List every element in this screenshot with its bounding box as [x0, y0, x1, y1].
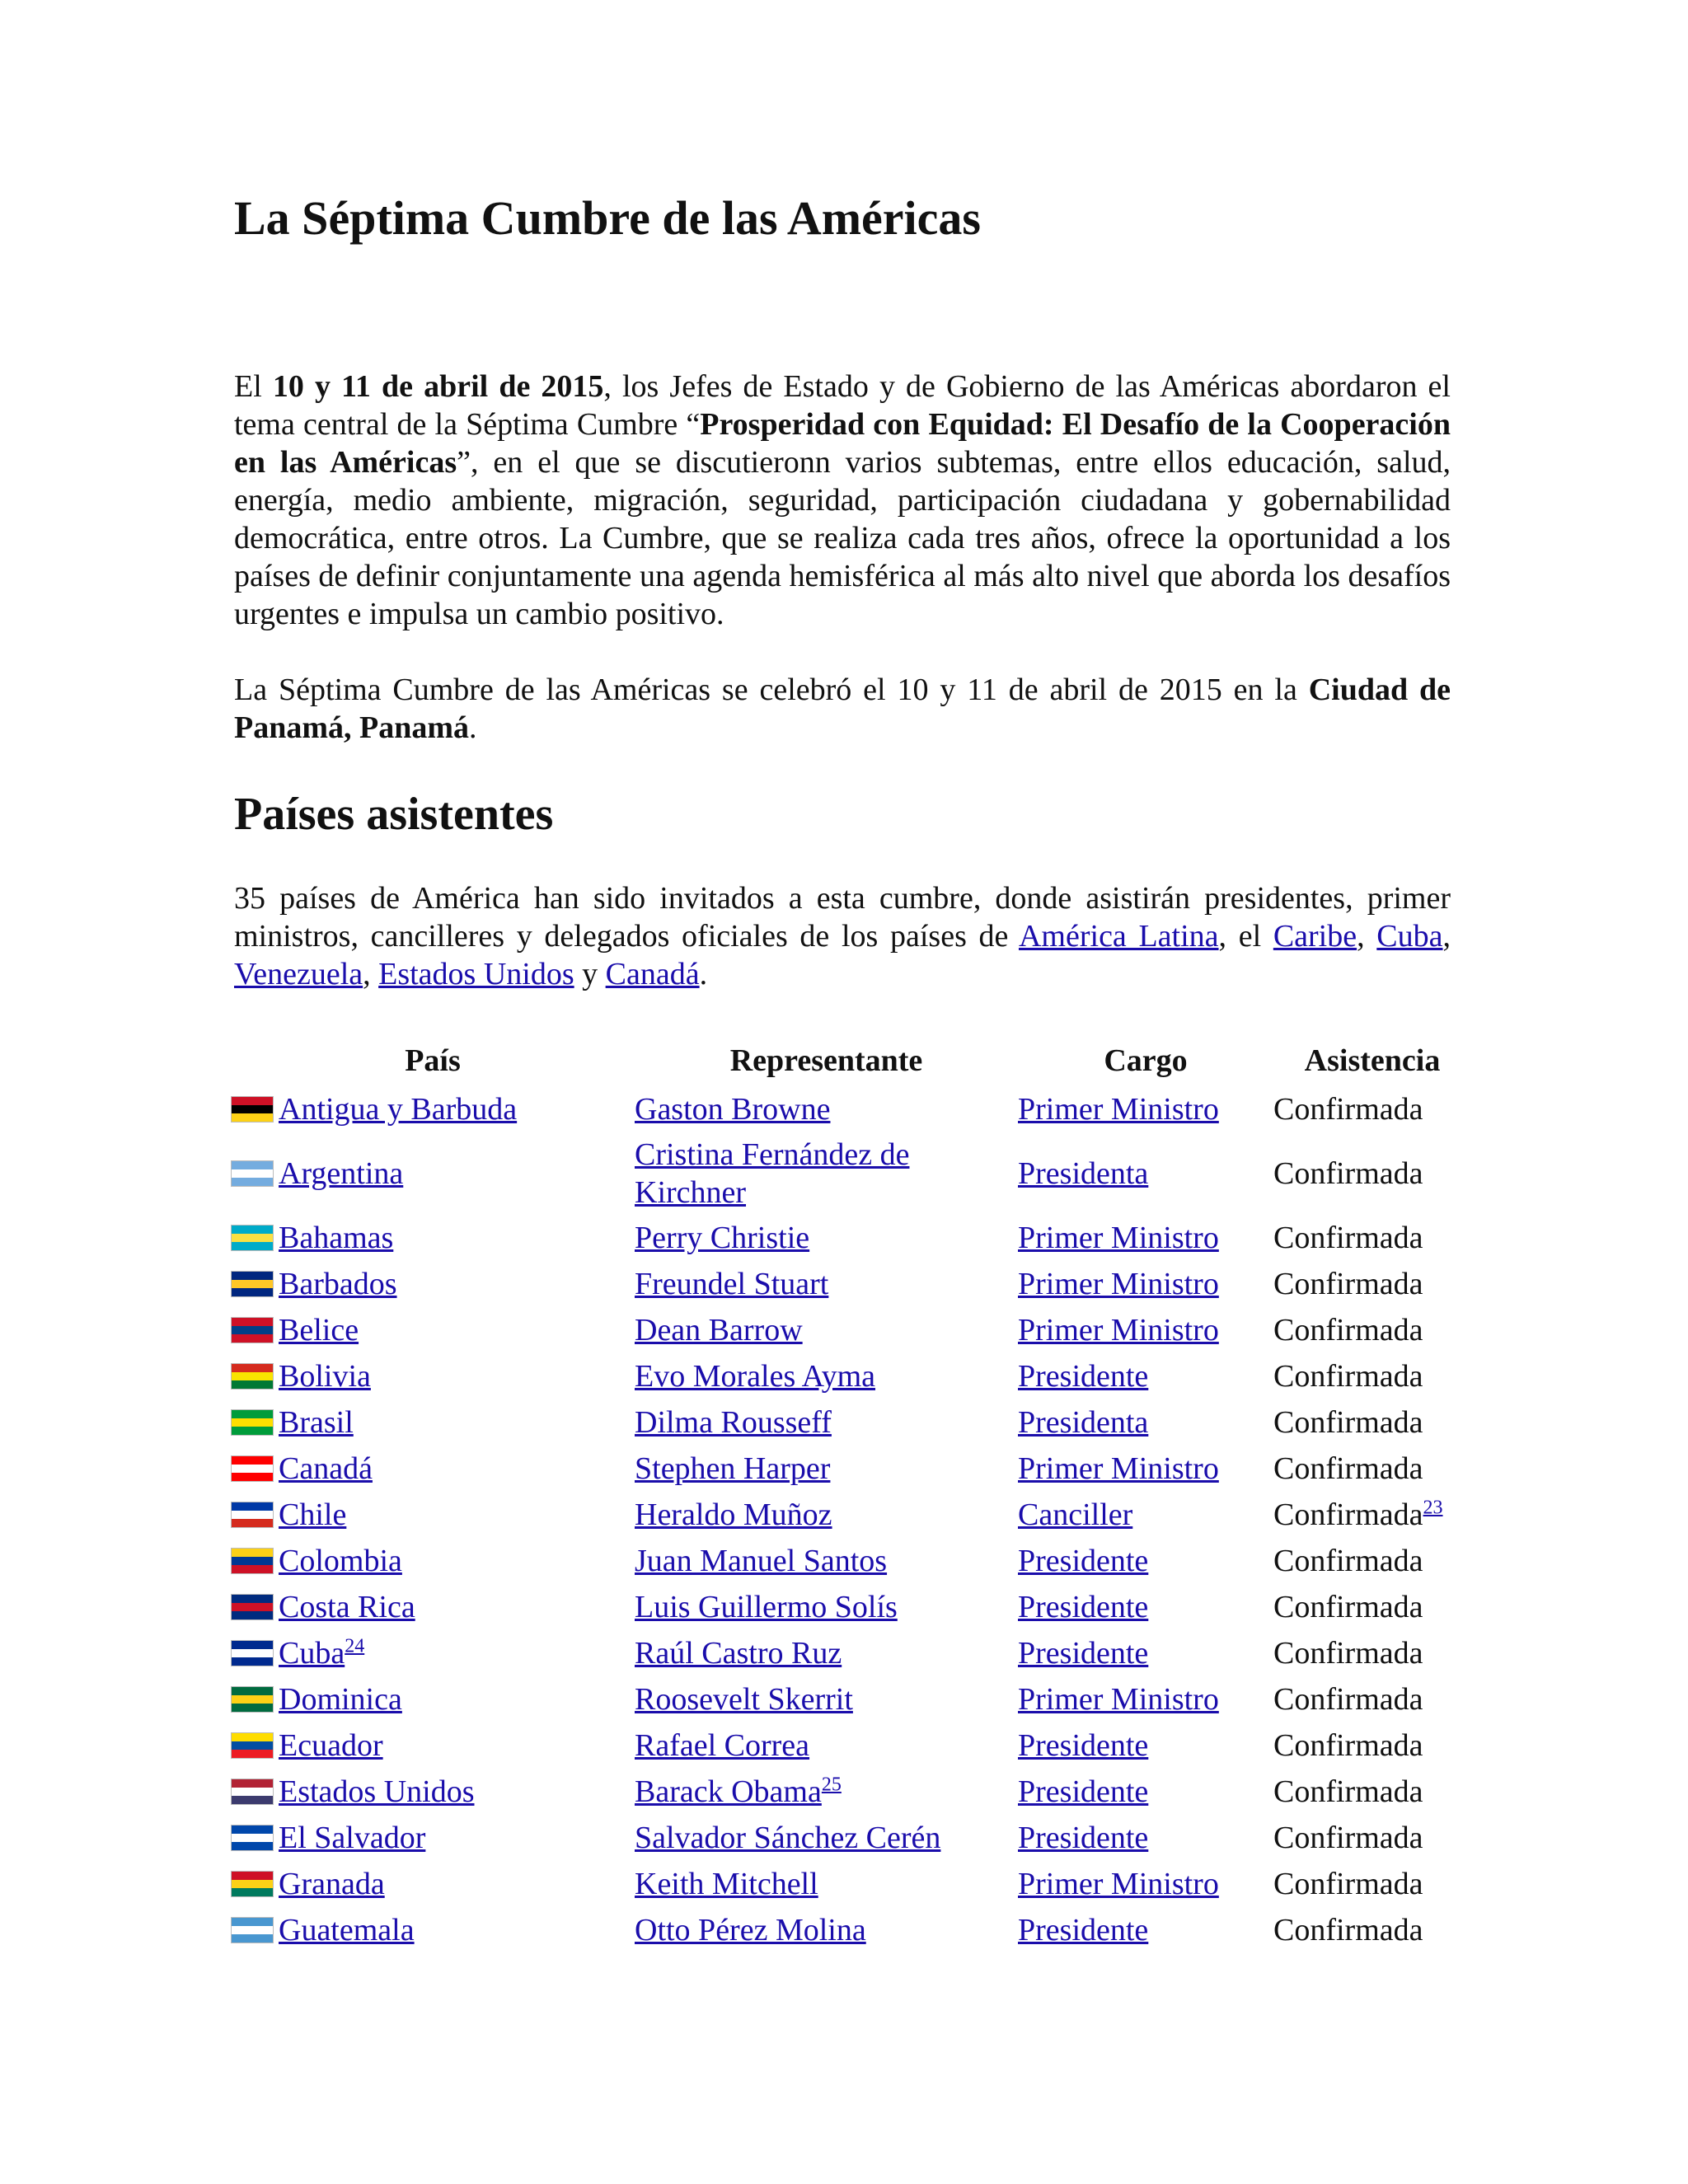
representative-cell [635, 1722, 1018, 1769]
status-text: Confirmada [1273, 1451, 1423, 1486]
role-link[interactable]: Presidente [1018, 1359, 1149, 1394]
attendees-table [231, 1040, 1471, 1953]
flag-icon [231, 1640, 274, 1666]
representative-cell [635, 1215, 1018, 1261]
flag-icon [231, 1409, 274, 1436]
representative-link[interactable]: Keith Mitchell [635, 1867, 818, 1901]
country-link[interactable]: Estados Unidos [279, 1774, 475, 1809]
representative-link[interactable]: Freundel Stuart [635, 1267, 829, 1301]
flag-icon [231, 1779, 274, 1805]
flag-icon [231, 1548, 274, 1574]
country-link[interactable]: Brasil [279, 1405, 354, 1440]
role-link[interactable]: Presidente [1018, 1913, 1149, 1947]
representative-link[interactable]: Heraldo Muñoz [635, 1497, 832, 1532]
representative-cell [635, 1630, 1018, 1676]
status-text: Confirmada [1273, 1913, 1423, 1947]
representative-cell [635, 1446, 1018, 1492]
status-cell [1273, 1861, 1471, 1907]
role-link[interactable]: Presidente [1018, 1774, 1149, 1809]
country-link[interactable]: Belice [279, 1313, 359, 1347]
country-cell [231, 1132, 635, 1215]
header-cargo: Cargo [1104, 1043, 1188, 1078]
role-link[interactable]: Primer Ministro [1018, 1451, 1219, 1486]
role-link[interactable]: Primer Ministro [1018, 1267, 1219, 1301]
role-link[interactable]: Presidenta [1018, 1405, 1149, 1440]
page-title: La Séptima Cumbre de las Américas [234, 191, 981, 245]
status-text: Confirmada [1273, 1590, 1423, 1624]
representative-cell [635, 1584, 1018, 1630]
flag-icon [231, 1455, 274, 1482]
country-link[interactable]: Granada [279, 1867, 385, 1901]
country-cell [231, 1261, 635, 1307]
footnote-link[interactable]: 24 [345, 1635, 365, 1657]
status-text: Confirmada [1273, 1821, 1423, 1855]
table-body [231, 1086, 1471, 1953]
role-cell [1018, 1722, 1273, 1769]
link-america-latina[interactable]: América Latina [1018, 919, 1219, 954]
link-venezuela[interactable]: Venezuela [234, 957, 363, 991]
role-cell [1018, 1307, 1273, 1353]
status-text: Confirmada [1273, 1867, 1423, 1901]
link-cuba[interactable]: Cuba [1376, 919, 1443, 954]
status-text: Confirmada [1273, 1636, 1423, 1671]
representative-link[interactable]: Dean Barrow [635, 1313, 803, 1347]
table-row [231, 1722, 1471, 1769]
table-row [231, 1769, 1471, 1815]
table-row [231, 1630, 1471, 1676]
status-text: Confirmada [1273, 1728, 1423, 1763]
country-cell [231, 1538, 635, 1584]
flag-icon [231, 1732, 274, 1759]
table-row [231, 1261, 1471, 1307]
representative-cell [635, 1261, 1018, 1307]
representative-link[interactable]: Dilma Rousseff [635, 1405, 832, 1440]
representative-link[interactable]: Luis Guillermo Solís [635, 1590, 898, 1624]
country-link[interactable]: Bolivia [279, 1359, 371, 1394]
status-text: Confirmada [1273, 1682, 1423, 1717]
flag-icon [231, 1825, 274, 1851]
representative-cell [635, 1538, 1018, 1584]
table-row [231, 1446, 1471, 1492]
role-cell [1018, 1261, 1273, 1307]
country-cell [231, 1492, 635, 1538]
representative-link[interactable]: Otto Pérez Molina [635, 1913, 866, 1947]
table-row [231, 1132, 1471, 1215]
representative-cell [635, 1815, 1018, 1861]
role-cell [1018, 1399, 1273, 1446]
status-cell [1273, 1538, 1471, 1584]
country-cell [231, 1307, 635, 1353]
table-row [231, 1584, 1471, 1630]
role-cell [1018, 1086, 1273, 1132]
link-estados-unidos[interactable]: Estados Unidos [378, 957, 574, 991]
status-cell [1273, 1446, 1471, 1492]
role-cell [1018, 1907, 1273, 1953]
intro-paragraph [234, 368, 1451, 633]
role-link[interactable]: Primer Ministro [1018, 1092, 1219, 1127]
status-cell [1273, 1307, 1471, 1353]
status-text: Confirmada [1273, 1092, 1423, 1127]
country-cell [231, 1907, 635, 1953]
flag-icon [231, 1502, 274, 1528]
role-link[interactable]: Primer Ministro [1018, 1221, 1219, 1255]
status-text: Confirmada [1273, 1774, 1423, 1809]
attendees-text: , el [1218, 919, 1273, 954]
country-link[interactable]: Dominica [279, 1682, 402, 1717]
table-row [231, 1907, 1471, 1953]
flag-icon [231, 1271, 274, 1297]
representative-link[interactable]: Salvador Sánchez Cerén [635, 1821, 941, 1855]
table-row [231, 1538, 1471, 1584]
flag-icon [231, 1317, 274, 1343]
representative-cell [635, 1353, 1018, 1399]
attendees-text: , [1442, 919, 1451, 954]
flag-icon [231, 1917, 274, 1943]
flag-icon [231, 1686, 274, 1713]
country-cell [231, 1676, 635, 1722]
status-cell [1273, 1492, 1471, 1538]
role-link[interactable]: Presidente [1018, 1728, 1149, 1763]
footnote-link[interactable]: 23 [1423, 1497, 1443, 1519]
representative-link[interactable]: Perry Christie [635, 1221, 810, 1255]
country-link[interactable]: Ecuador [279, 1728, 383, 1763]
role-cell [1018, 1861, 1273, 1907]
country-cell [231, 1769, 635, 1815]
representative-cell [635, 1492, 1018, 1538]
country-cell [231, 1399, 635, 1446]
table-row [231, 1399, 1471, 1446]
role-cell [1018, 1353, 1273, 1399]
representative-link[interactable]: Juan Manuel Santos [635, 1544, 888, 1578]
status-cell [1273, 1630, 1471, 1676]
link-caribe[interactable]: Caribe [1273, 919, 1357, 954]
link-canada[interactable]: Canadá [605, 957, 700, 991]
representative-cell [635, 1307, 1018, 1353]
table-row [231, 1215, 1471, 1261]
representative-cell [635, 1769, 1018, 1815]
flag-icon [231, 1225, 274, 1251]
representative-link[interactable]: Evo Morales Ayma [635, 1359, 876, 1394]
status-cell [1273, 1769, 1471, 1815]
role-cell [1018, 1538, 1273, 1584]
intro-theme: Prosperidad con Equidad: El Desafío de la Cooperación en las Américas [234, 407, 1451, 480]
table-row [231, 1815, 1471, 1861]
role-link[interactable]: Presidente [1018, 1590, 1149, 1624]
intro-date: 10 y 11 de abril de 2015 [272, 369, 604, 404]
status-text: Confirmada [1273, 1221, 1423, 1255]
flag-icon [231, 1096, 274, 1122]
attendees-text: 35 países de América han sido invitados a esta cumbre, donde asistirán presidentes, primer ministros, cancilleres y delegados oficiales de los países de [234, 881, 1451, 954]
role-link[interactable]: Presidenta [1018, 1156, 1149, 1191]
intro-text: , los Jefes de Estado y de Gobierno de las Américas abordaron el tema central de la Séptima Cumbre “ [234, 369, 1451, 442]
country-cell [231, 1353, 635, 1399]
role-cell [1018, 1446, 1273, 1492]
status-cell [1273, 1815, 1471, 1861]
representative-cell [635, 1907, 1018, 1953]
status-cell [1273, 1086, 1471, 1132]
venue-place: Ciudad de Panamá, Panamá [234, 673, 1451, 745]
role-link[interactable]: Primer Ministro [1018, 1867, 1219, 1901]
status-cell [1273, 1907, 1471, 1953]
attendees-text: , [363, 957, 379, 991]
table-row [231, 1307, 1471, 1353]
table-row [231, 1086, 1471, 1132]
intro-text: El [234, 369, 273, 404]
country-cell [231, 1630, 635, 1676]
attendees-text: . [699, 957, 708, 991]
role-cell [1018, 1132, 1273, 1215]
country-link[interactable]: Cuba [279, 1636, 345, 1671]
status-cell [1273, 1132, 1471, 1215]
representative-cell [635, 1399, 1018, 1446]
header-asistencia: Asistencia [1304, 1043, 1441, 1078]
representative-link[interactable]: Cristina Fernández de Kirchner [635, 1137, 910, 1210]
country-cell [231, 1584, 635, 1630]
role-link[interactable]: Canciller [1018, 1497, 1133, 1532]
representative-cell [635, 1132, 1018, 1215]
representative-link[interactable]: Roosevelt Skerrit [635, 1682, 853, 1717]
representative-link[interactable]: Stephen Harper [635, 1451, 831, 1486]
status-cell [1273, 1722, 1471, 1769]
country-link[interactable]: Colombia [279, 1544, 402, 1578]
representative-link[interactable]: Rafael Correa [635, 1728, 810, 1763]
status-cell [1273, 1261, 1471, 1307]
status-cell [1273, 1353, 1471, 1399]
country-cell [231, 1815, 635, 1861]
country-link[interactable]: Bahamas [279, 1221, 394, 1255]
table-row [231, 1353, 1471, 1399]
status-text: Confirmada [1273, 1544, 1423, 1578]
venue-paragraph [234, 671, 1451, 747]
venue-text: La Séptima Cumbre de las Américas se celebró el 10 y 11 de abril de 2015 en la [234, 673, 1309, 707]
attendees-paragraph [234, 879, 1451, 993]
status-cell [1273, 1215, 1471, 1261]
country-link[interactable]: El Salvador [279, 1821, 426, 1855]
status-text: Confirmada [1273, 1359, 1423, 1394]
flag-icon [231, 1594, 274, 1620]
flag-icon [231, 1363, 274, 1390]
table-header-row [231, 1040, 1471, 1086]
intro-text: ”, en el que se discutieronn varios subtemas, entre ellos educación, salud, energía, medio ambiente, migración, seguridad, participación ciudadana y gobernabilidad democrática, entre otros. La Cumbre, que se realiza cada tres años, ofrece la oportunidad a los países de definir conjuntamente una agenda hemisférica al más alto nivel que aborda los desafíos urgentes e impulsa un cambio positivo. [234, 445, 1451, 631]
role-link[interactable]: Primer Ministro [1018, 1682, 1219, 1717]
country-link[interactable]: Canadá [279, 1451, 373, 1486]
country-link[interactable]: Antigua y Barbuda [279, 1092, 518, 1127]
attendees-text: y [574, 957, 606, 991]
status-text: Confirmada [1273, 1405, 1423, 1440]
country-link[interactable]: Barbados [279, 1267, 397, 1301]
status-text: Confirmada [1273, 1267, 1423, 1301]
country-cell [231, 1215, 635, 1261]
status-cell [1273, 1676, 1471, 1722]
status-cell [1273, 1584, 1471, 1630]
role-cell [1018, 1492, 1273, 1538]
representative-link[interactable]: Raúl Castro Ruz [635, 1636, 842, 1671]
status-text: Confirmada [1273, 1313, 1423, 1347]
role-cell [1018, 1215, 1273, 1261]
country-link[interactable]: Guatemala [279, 1913, 415, 1947]
table-row [231, 1676, 1471, 1722]
representative-link[interactable]: Barack Obama [635, 1774, 822, 1809]
role-link[interactable]: Presidente [1018, 1544, 1149, 1578]
role-link[interactable]: Presidente [1018, 1636, 1149, 1671]
representative-cell [635, 1861, 1018, 1907]
country-link[interactable]: Chile [279, 1497, 347, 1532]
country-cell [231, 1086, 635, 1132]
representative-cell [635, 1086, 1018, 1132]
role-cell [1018, 1769, 1273, 1815]
role-link[interactable]: Primer Ministro [1018, 1313, 1219, 1347]
status-text: Confirmada [1273, 1497, 1423, 1532]
venue-text: . [469, 710, 477, 745]
country-cell [231, 1446, 635, 1492]
section-title: Países asistentes [234, 789, 554, 840]
attendees-text: , [1357, 919, 1365, 954]
footnote-link[interactable]: 25 [821, 1774, 842, 1796]
table-row [231, 1861, 1471, 1907]
country-link[interactable]: Costa Rica [279, 1590, 415, 1624]
role-cell [1018, 1584, 1273, 1630]
header-representante: Representante [729, 1043, 923, 1078]
representative-link[interactable]: Gaston Browne [635, 1092, 831, 1127]
representative-cell [635, 1676, 1018, 1722]
country-cell [231, 1722, 635, 1769]
country-link[interactable]: Argentina [279, 1156, 404, 1191]
table-row [231, 1492, 1471, 1538]
status-cell [1273, 1399, 1471, 1446]
role-cell [1018, 1630, 1273, 1676]
role-link[interactable]: Presidente [1018, 1821, 1149, 1855]
role-cell [1018, 1815, 1273, 1861]
status-text: Confirmada [1273, 1156, 1423, 1191]
flag-icon [231, 1160, 274, 1187]
header-pais: País [405, 1043, 461, 1078]
flag-icon [231, 1871, 274, 1897]
role-cell [1018, 1676, 1273, 1722]
country-cell [231, 1861, 635, 1907]
